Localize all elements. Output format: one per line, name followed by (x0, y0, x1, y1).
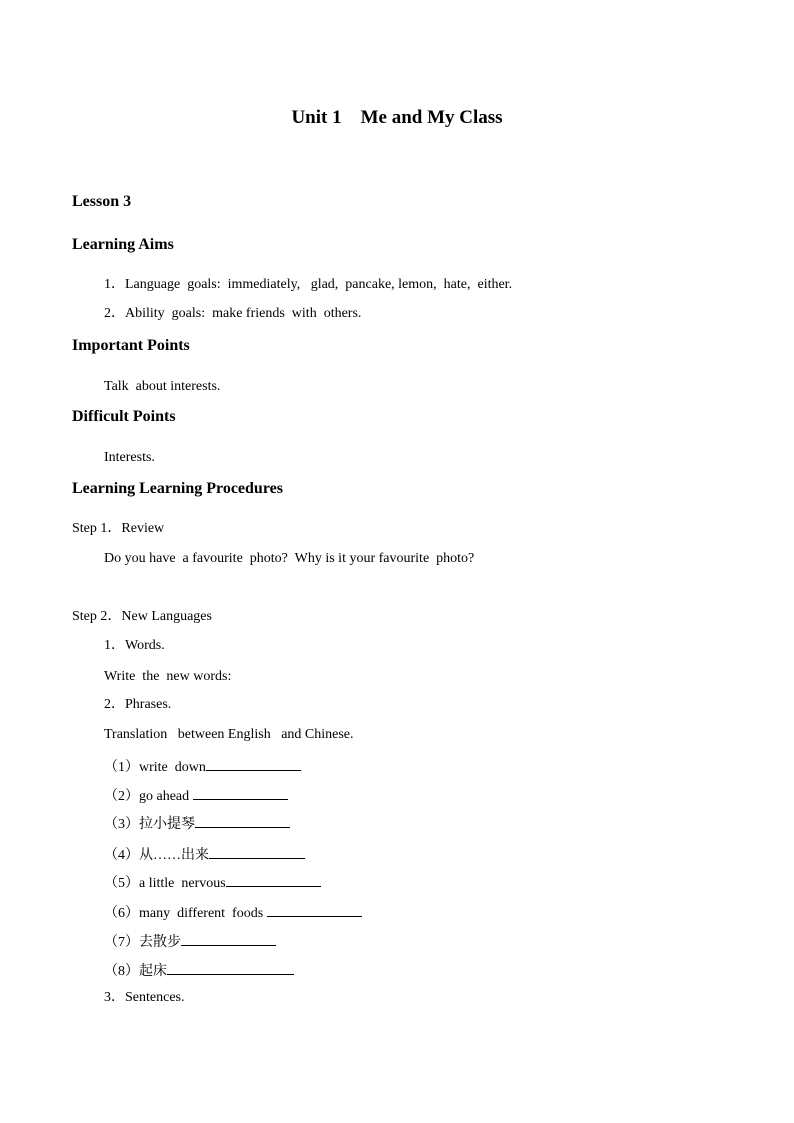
words-instruction: Write the new words: (104, 669, 232, 684)
phrase-item (104, 757, 301, 775)
phrase-item (104, 932, 276, 950)
lesson-heading: Lesson 3 (72, 193, 132, 210)
answer-blank[interactable] (267, 903, 362, 917)
difficult-points-heading: Difficult Points (72, 408, 176, 425)
page-title: Unit 1 Me and My Class (291, 107, 503, 128)
answer-blank[interactable] (206, 757, 301, 771)
phrase-item (104, 814, 290, 832)
phrase-text: （7）去散步 (104, 935, 181, 950)
answer-blank[interactable] (167, 961, 294, 975)
answer-blank[interactable] (209, 845, 305, 859)
phrase-item (104, 903, 362, 921)
answer-blank[interactable] (195, 814, 290, 828)
phrase-text: （3）拉小提琴 (104, 817, 195, 832)
aim-language-goals: 1．Language goals: immediately, glad, pancake, lemon, hate, either. (104, 277, 513, 292)
learning-aims-heading: Learning Aims (72, 236, 174, 253)
phrase-item (104, 961, 294, 979)
aim-ability-goals: 2．Ability goals: make friends with others. (104, 306, 362, 321)
phrases-label: 2．Phrases. (104, 697, 172, 712)
answer-blank[interactable] (193, 786, 288, 800)
phrase-item (104, 786, 288, 804)
phrase-text: （4）从……出来 (104, 848, 209, 863)
step1-label: Step 1．Review (72, 521, 165, 536)
phrase-text: （1）write down (104, 760, 206, 775)
step1-text: Do you have a favourite photo? Why is it your favourite photo? (104, 551, 475, 566)
answer-blank[interactable] (181, 932, 276, 946)
important-points-heading: Important Points (72, 337, 190, 354)
phrases-instruction: Translation between English and Chinese. (104, 727, 354, 742)
phrase-text: （2）go ahead (104, 789, 193, 804)
phrase-text: （5）a little nervous (104, 876, 226, 891)
phrase-text: （6）many different foods (104, 906, 267, 921)
answer-blank[interactable] (226, 873, 321, 887)
words-label: 1．Words. (104, 638, 165, 653)
step2-label: Step 2．New Languages (72, 609, 212, 624)
phrase-item (104, 873, 321, 891)
important-points-text: Talk about interests. (104, 379, 221, 394)
phrase-item (104, 845, 305, 863)
procedures-heading: Learning Learning Procedures (72, 480, 283, 497)
difficult-points-text: Interests. (104, 450, 155, 465)
phrase-text: （8）起床 (104, 964, 167, 979)
sentences-label: 3．Sentences. (104, 990, 185, 1005)
